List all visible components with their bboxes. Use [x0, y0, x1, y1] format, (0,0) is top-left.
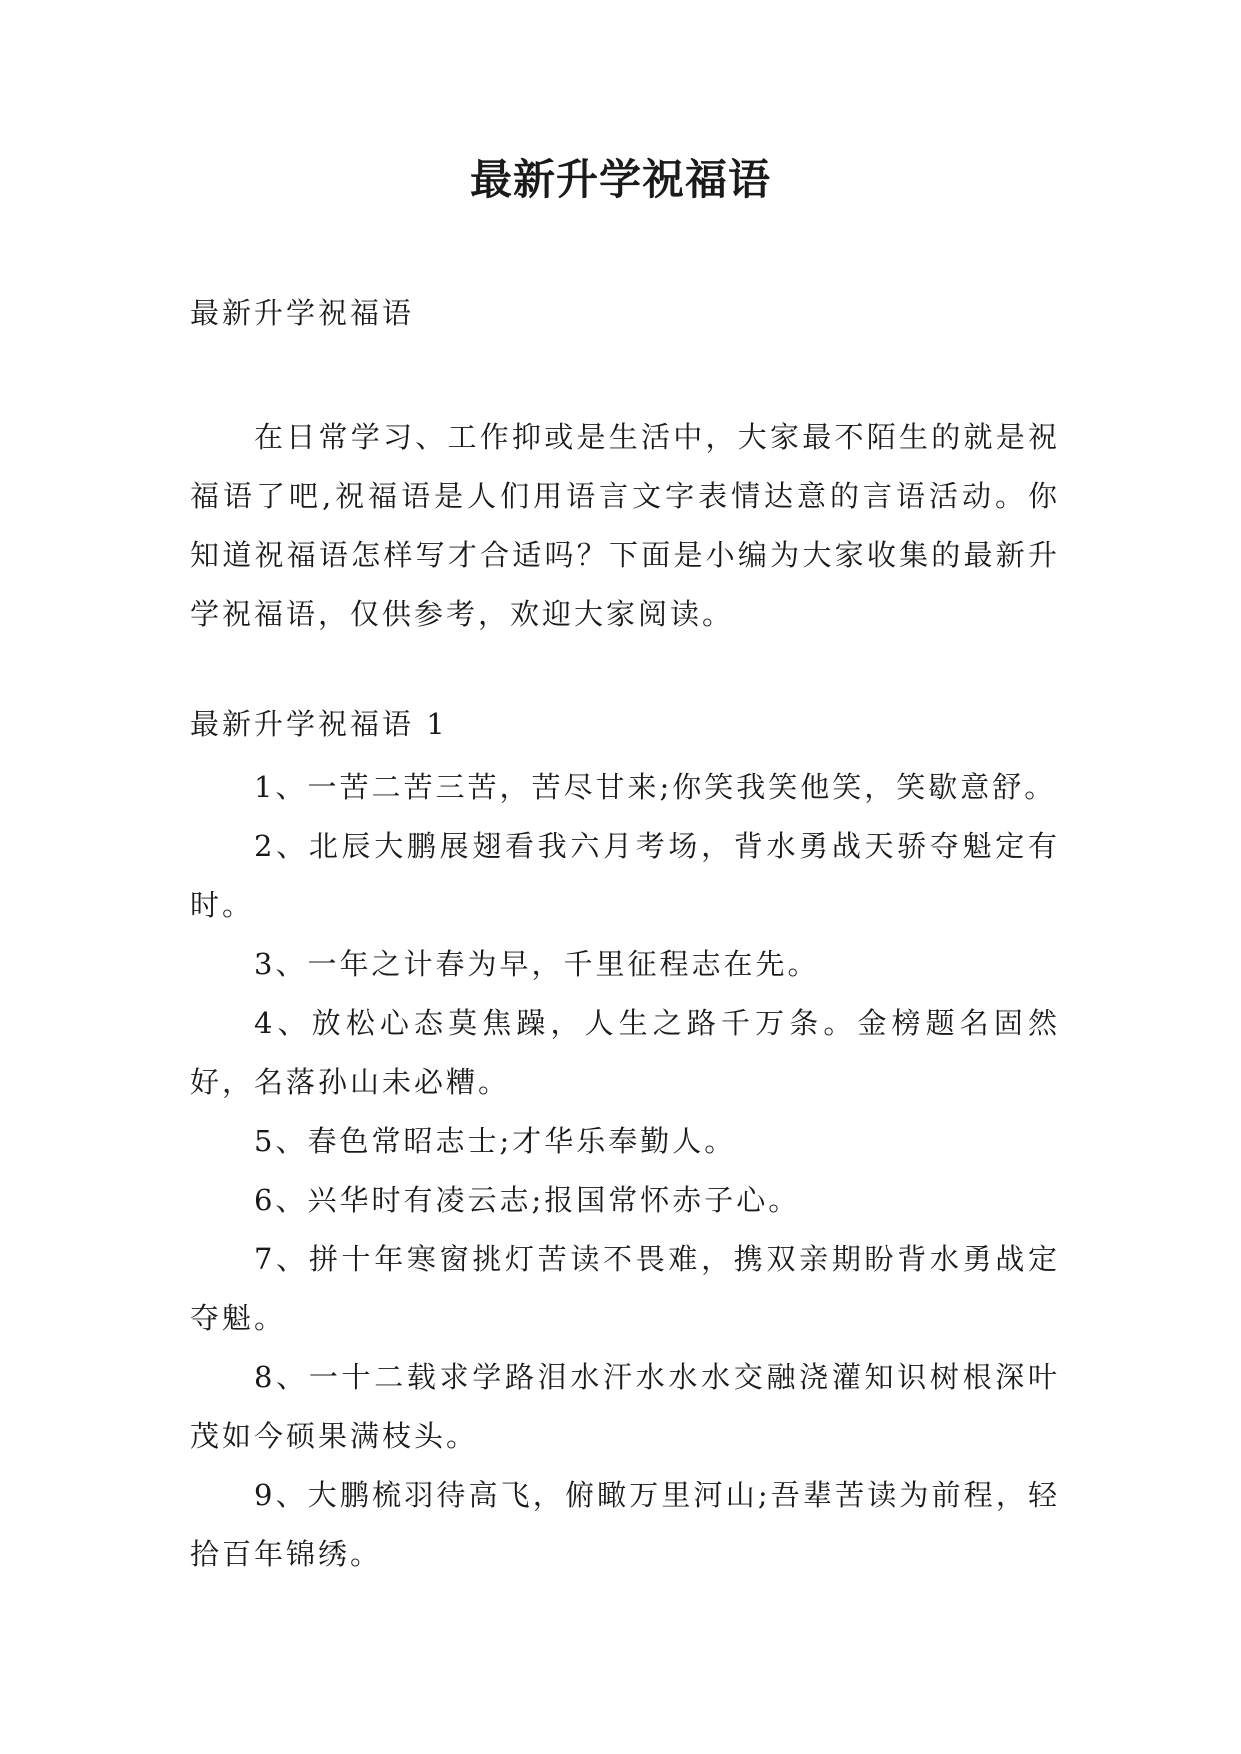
list-item: 2、北辰大鹏展翅看我六月考场，背水勇战天骄夺魁定有时。	[190, 829, 1060, 922]
list-item: 4、放松心态莫焦躁，人生之路千万条。金榜题名固然好，名落孙山未必糟。	[190, 1006, 1060, 1099]
list-item: 3、一年之计春为早，千里征程志在先。	[254, 947, 820, 981]
list-item: 8、一十二载求学路泪水汗水水水交融浇灌知识树根深叶茂如今硕果满枝头。	[190, 1360, 1060, 1453]
list-item: 5、春色常昭志士;才华乐奉勤人。	[254, 1124, 737, 1158]
list-item: 9、大鹏梳羽待高飞，俯瞰万里河山;吾辈苦读为前程，轻拾百年锦绣。	[190, 1478, 1060, 1571]
list-item: 1、一苦二苦三苦，苦尽甘来;你笑我笑他笑，笑歇意舒。	[254, 770, 1057, 804]
section-heading: 最新升学祝福语 1	[190, 707, 448, 741]
intro-paragraph: 在日常学习、工作抑或是生活中，大家最不陌生的就是祝福语了吧,祝福语是人们用语言文字表情达意的言语活动。你知道祝福语怎样写才合适吗？下面是小编为大家收集的最新升学祝福语，仅供参考，欢迎大家阅读。	[190, 420, 1060, 631]
blessing-list	[190, 758, 1060, 1584]
list-item: 7、拼十年寒窗挑灯苦读不畏难，携双亲期盼背水勇战定夺魁。	[190, 1242, 1060, 1335]
document-title: 最新升学祝福语	[469, 155, 771, 204]
document-subtitle: 最新升学祝福语	[190, 296, 415, 330]
list-item: 6、兴华时有凌云志;报国常怀赤子心。	[254, 1183, 801, 1217]
